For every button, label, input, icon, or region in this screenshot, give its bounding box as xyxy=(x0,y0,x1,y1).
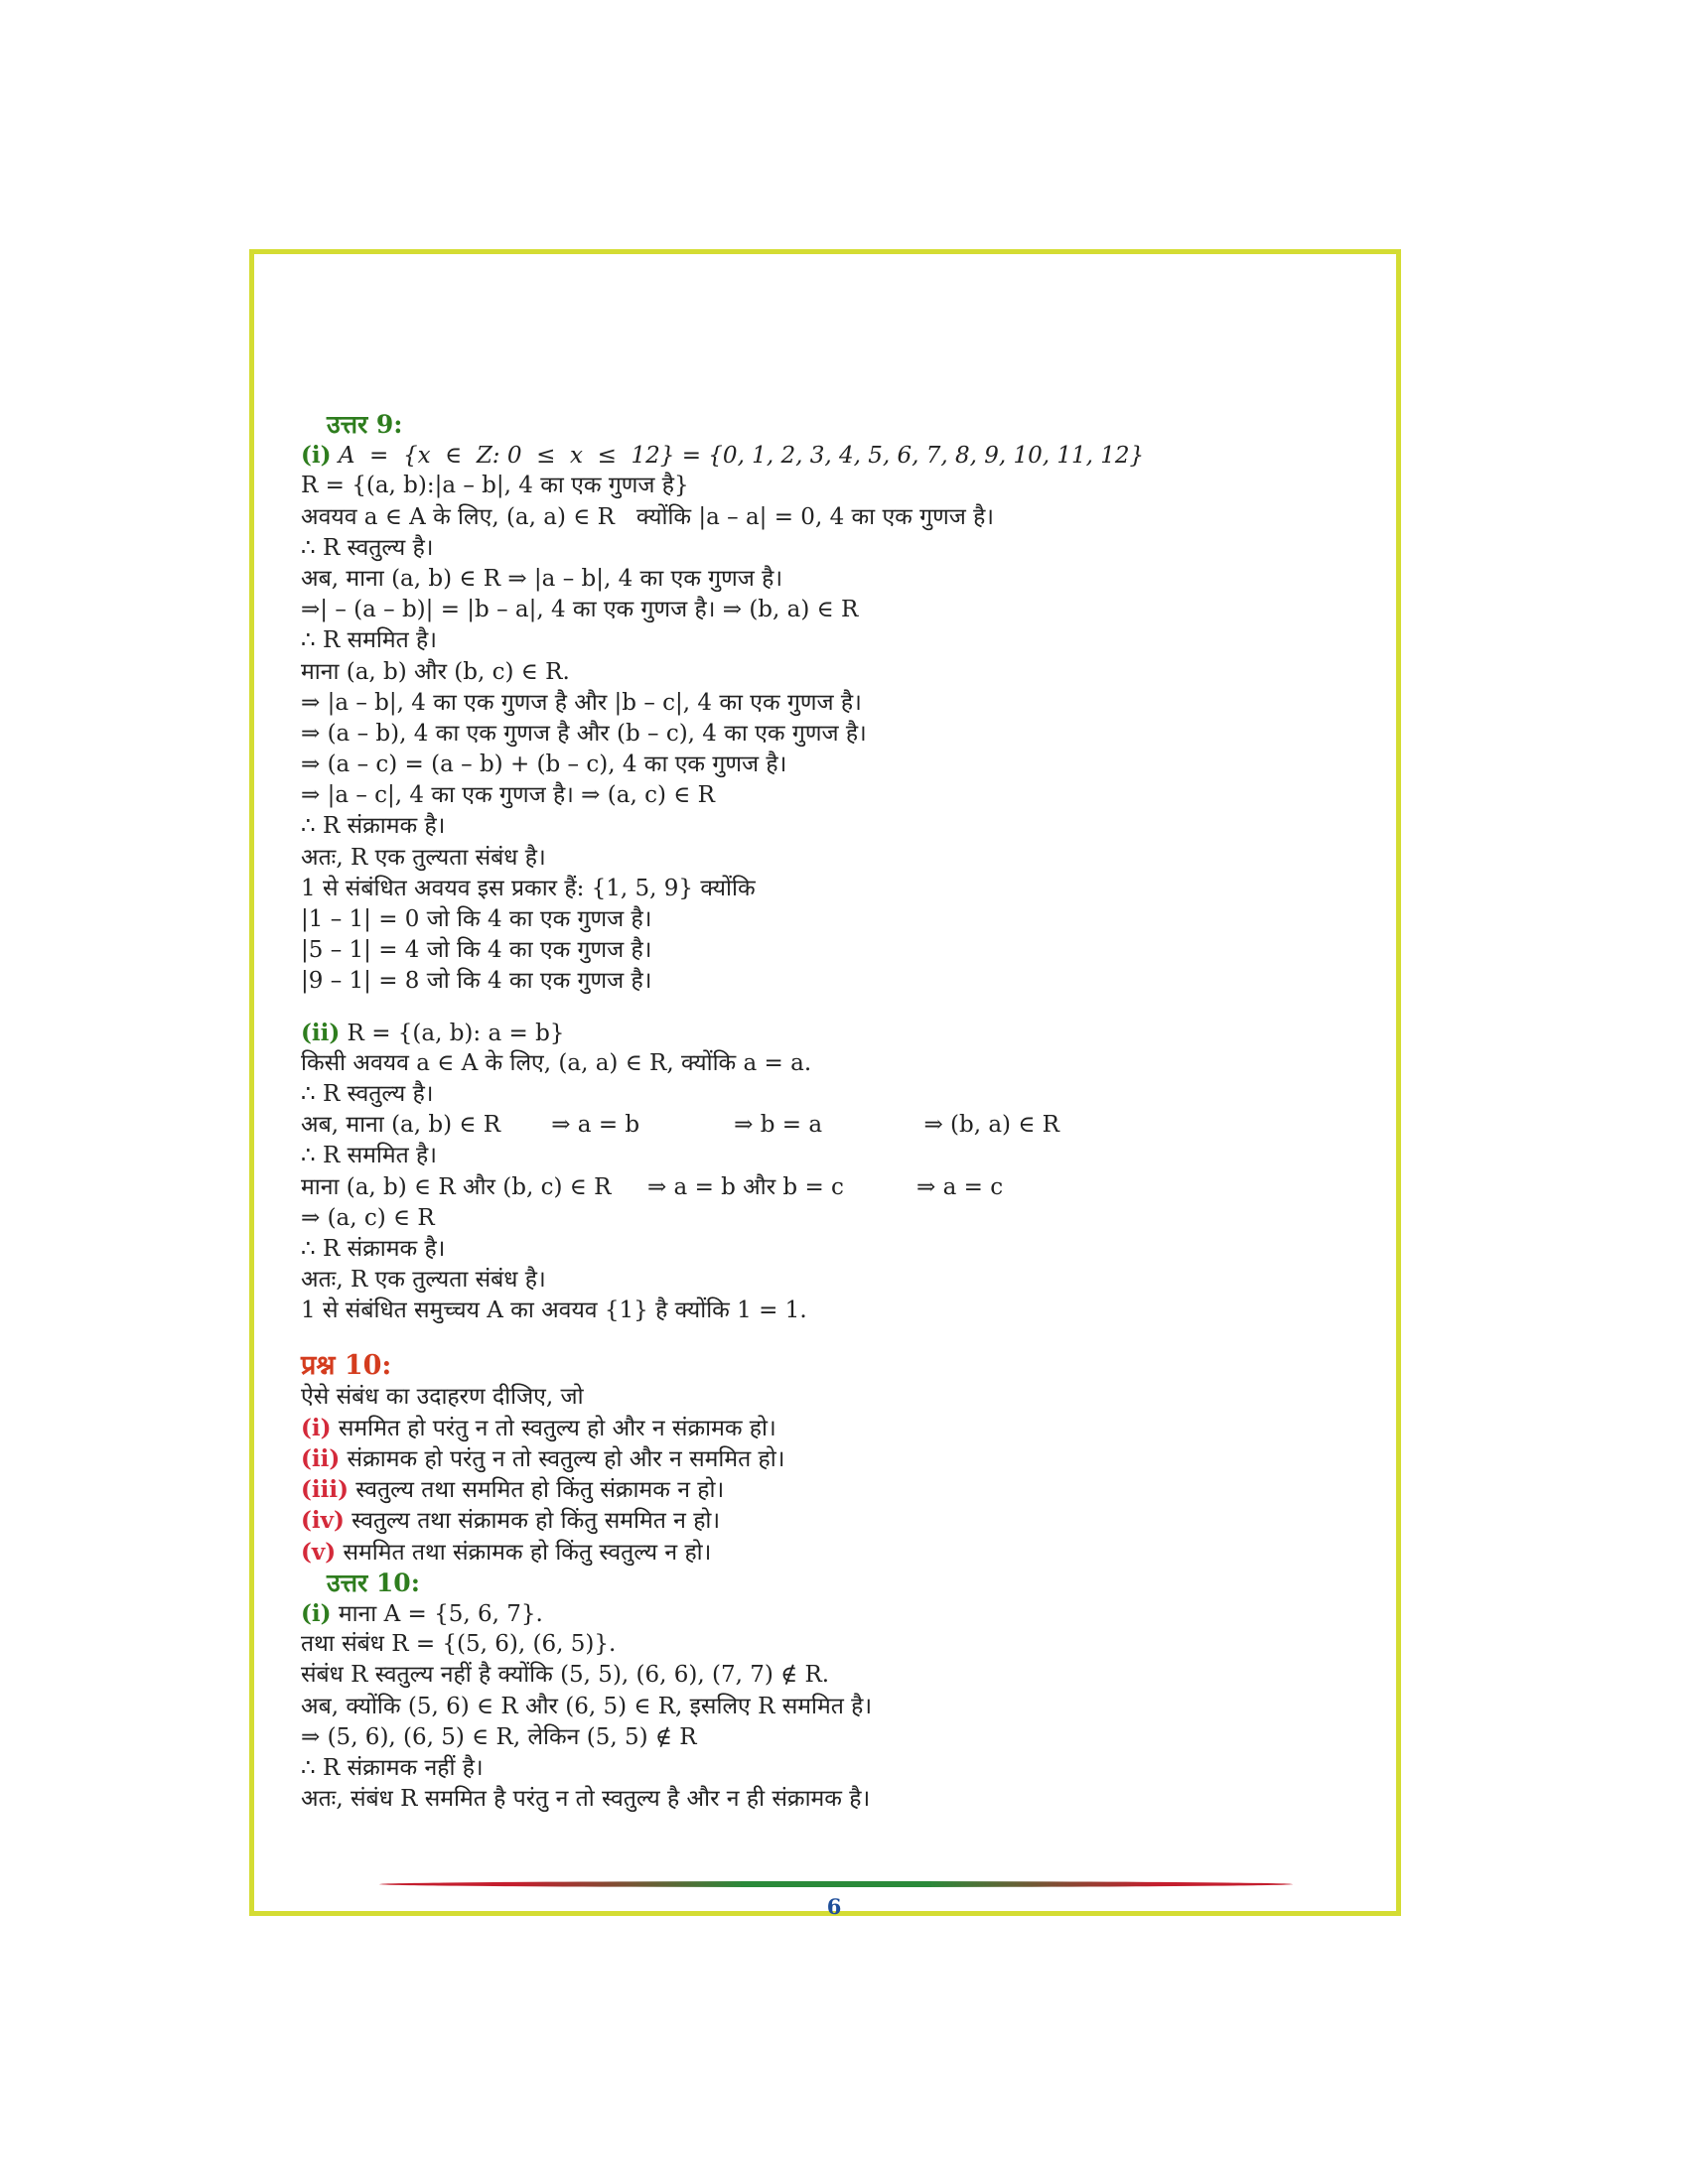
text-line: ∴ R सममित है। xyxy=(301,627,437,654)
text-line: अतः, संबंध R सममित है परंतु न तो स्वतुल्य है और न ही संक्रामक है। xyxy=(301,1786,871,1813)
question-10-intro: ऐसे संबंध का उदाहरण दीजिए, जो xyxy=(301,1383,584,1410)
text-line: अब, क्योंकि (5, 6) ∈ R और (6, 5) ∈ R, इसलिए R सममित है। xyxy=(301,1693,873,1719)
question-item-text: सममित हो परंतु न तो स्वतुल्य हो और न संक्रामक हो। xyxy=(331,1415,776,1441)
text-line: |9 – 1| = 8 जो कि 4 का एक गुणज है। xyxy=(301,968,652,995)
question-10-item xyxy=(301,1474,1373,1505)
question-10-item xyxy=(301,1443,1373,1474)
question-item-text: स्वतुल्य तथा संक्रामक हो किंतु सममित न हो। xyxy=(344,1508,721,1535)
text-line: ⇒ |a – b|, 4 का एक गुणज है और |b – c|, 4 का एक गुणज है। xyxy=(301,689,862,716)
question-item-label: (iv) xyxy=(301,1507,345,1535)
text-line: |5 – 1| = 4 जो कि 4 का एक गुणज है। xyxy=(301,937,652,964)
question-item-text: संक्रामक हो परंतु न तो स्वतुल्य हो और न सममित हो। xyxy=(340,1446,785,1472)
question-10-item xyxy=(301,1505,1373,1536)
set-definition: माना A = {5, 6, 7}. xyxy=(331,1600,543,1627)
text-line: ∴ R संक्रामक है। xyxy=(301,813,446,840)
text-line: अतः, R एक तुल्यता संबंध है। xyxy=(301,1267,546,1294)
spacer xyxy=(301,998,1373,1018)
spacer xyxy=(301,1326,1373,1350)
set-definition: A = {x ∈ Z: 0 ≤ x ≤ 12} = {0, 1, 2, 3, 4, 5, 6, 7, 8, 9, 10, 11, 12} xyxy=(331,443,1145,470)
answer-9-part-i-label: (i) xyxy=(301,442,332,470)
text-line: अब, माना (a, b) ∈ R ⇒ a = b ⇒ b = a ⇒ (b, a) ∈ R xyxy=(301,1112,1059,1139)
text-line: अवयव a ∈ A के लिए, (a, a) ∈ R क्योंकि |a – a| = 0, 4 का एक गुणज है। xyxy=(301,503,995,530)
text-line: R = {(a, b):|a – b|, 4 का एक गुणज है} xyxy=(301,473,689,499)
answer-9-part-i-first-line xyxy=(301,440,1373,471)
text-line: ⇒ (a – b), 4 का एक गुणज है और (b – c), 4 का एक गुणज है। xyxy=(301,720,867,747)
text-line: ∴ R संक्रामक नहीं है। xyxy=(301,1754,484,1781)
text-line: ⇒ (a, c) ∈ R xyxy=(301,1204,435,1231)
text-line: माना (a, b) और (b, c) ∈ R. xyxy=(301,658,570,685)
text-line: ⇒ |a – c|, 4 का एक गुणज है। ⇒ (a, c) ∈ R xyxy=(301,782,715,809)
text-line: ∴ R संक्रामक है। xyxy=(301,1235,446,1262)
text-line: अब, माना (a, b) ∈ R ⇒ |a – b|, 4 का एक गुणज है। xyxy=(301,565,783,592)
footer-separator xyxy=(379,1881,1293,1887)
text-line: ∴ R स्वतुल्य है। xyxy=(301,1080,434,1107)
relation-definition: R = {(a, b): a = b} xyxy=(340,1020,565,1046)
text-line: |1 – 1| = 0 जो कि 4 का एक गुणज है। xyxy=(301,906,652,932)
question-10-item xyxy=(301,1413,1373,1443)
text-line: ⇒| – (a – b)| = |b – a|, 4 का एक गुणज है। ⇒ (b, a) ∈ R xyxy=(301,597,859,623)
answer-10-part-i-label: (i) xyxy=(301,1599,332,1627)
text-line: किसी अवयव a ∈ A के लिए, (a, a) ∈ R, क्योंकि a = a. xyxy=(301,1049,812,1076)
page-content xyxy=(301,409,1373,1815)
question-item-text: स्वतुल्य तथा सममित हो किंतु संक्रामक न हो। xyxy=(348,1477,725,1504)
answer-9-title: उत्तर 9: xyxy=(327,410,403,439)
text-line: ⇒ (5, 6), (6, 5) ∈ R, लेकिन (5, 5) ∉ R xyxy=(301,1723,697,1750)
text-line: ∴ R सममित है। xyxy=(301,1143,437,1169)
question-item-label: (v) xyxy=(301,1538,337,1566)
answer-9-part-ii-first-line xyxy=(301,1018,1373,1048)
question-item-label: (iii) xyxy=(301,1476,349,1504)
text-line: माना (a, b) ∈ R और (b, c) ∈ R ⇒ a = b और b = c ⇒ a = c xyxy=(301,1173,1004,1200)
text-line: ⇒ (a – c) = (a – b) + (b – c), 4 का एक गुणज है। xyxy=(301,751,787,778)
question-item-text: सममित तथा संक्रामक हो किंतु स्वतुल्य न हो। xyxy=(336,1539,712,1566)
question-item-label: (i) xyxy=(301,1414,332,1441)
question-10-item xyxy=(301,1537,1373,1568)
answer-10-part-i-first-line xyxy=(301,1598,1373,1629)
text-line: संबंध R स्वतुल्य नहीं है क्योंकि (5, 5), (6, 6), (7, 7) ∉ R. xyxy=(301,1662,830,1689)
text-line: ∴ R स्वतुल्य है। xyxy=(301,534,434,561)
text-line: 1 से संबंधित अवयव इस प्रकार हैं: {1, 5, 9} क्योंकि xyxy=(301,875,756,901)
question-10-title: प्रश्न 10: xyxy=(301,1350,392,1382)
answer-10-title: उत्तर 10: xyxy=(327,1568,420,1597)
question-item-label: (ii) xyxy=(301,1445,341,1472)
answer-9-part-ii-label: (ii) xyxy=(301,1019,341,1046)
text-line: 1 से संबंधित समुच्चय A का अवयव {1} है क्योंकि 1 = 1. xyxy=(301,1297,807,1324)
text-line: तथा संबंध R = {(5, 6), (6, 5)}. xyxy=(301,1631,617,1658)
text-line: अतः, R एक तुल्यता संबंध है। xyxy=(301,844,546,871)
page-number: 6 xyxy=(826,1894,842,1919)
